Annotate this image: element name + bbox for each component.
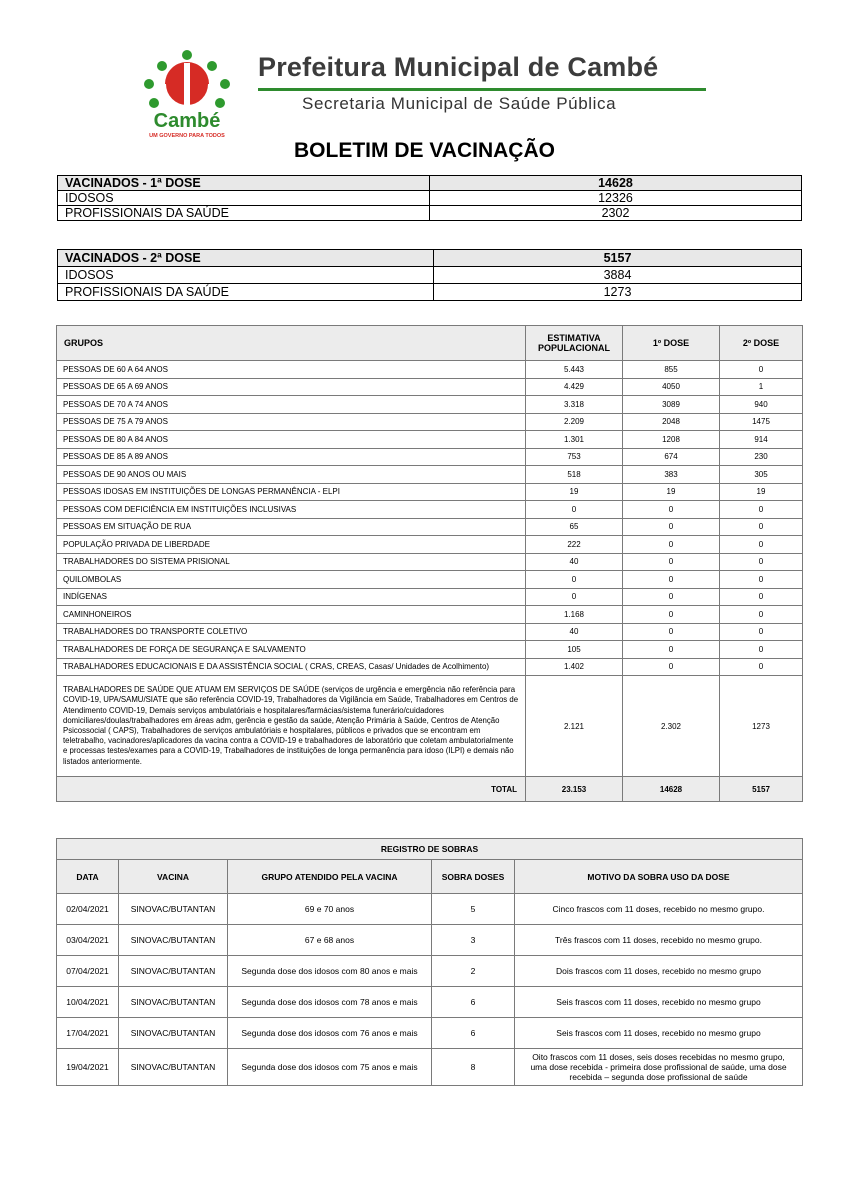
sobra-doses: 6 [432, 1018, 515, 1049]
sobra-vaccine: SINOVAC/BUTANTAN [119, 894, 228, 925]
table-row [57, 501, 803, 519]
sobra-doses: 2 [432, 956, 515, 987]
group-dose1: 0 [623, 658, 720, 676]
group-dose2: 1475 [720, 413, 803, 431]
group-estimate: 1.168 [526, 606, 623, 624]
table-row [57, 378, 803, 396]
group-dose2: 19 [720, 483, 803, 501]
group-dose1: 0 [623, 623, 720, 641]
sobra-group: 67 e 68 anos [228, 925, 432, 956]
group-name: POPULAÇÃO PRIVADA DE LIBERDADE [57, 536, 526, 554]
group-estimate: 0 [526, 571, 623, 589]
summary-row [58, 284, 802, 301]
group-dose2: 940 [720, 396, 803, 414]
table-row [57, 431, 803, 449]
group-dose1: 0 [623, 641, 720, 659]
group-estimate: 40 [526, 623, 623, 641]
sobra-date: 02/04/2021 [57, 894, 119, 925]
group-name: PESSOAS DE 80 A 84 ANOS [57, 431, 526, 449]
col-header-dose1: 1º DOSE [623, 326, 720, 361]
group-dose2: 0 [720, 501, 803, 519]
group-name: INDÍGENAS [57, 588, 526, 606]
summary-first-dose-table [57, 175, 802, 221]
cambe-logo-icon [140, 48, 235, 140]
group-dose2: 914 [720, 431, 803, 449]
table-row [57, 571, 803, 589]
col-header-grupos: GRUPOS [57, 326, 526, 361]
group-estimate: 753 [526, 448, 623, 466]
summary-row [58, 267, 802, 284]
group-estimate: 105 [526, 641, 623, 659]
logo-text: Cambé [153, 110, 221, 132]
group-dose2: 0 [720, 518, 803, 536]
sobras-header-row [57, 860, 803, 894]
summary-row [58, 176, 802, 191]
group-estimate: 5.443 [526, 361, 623, 379]
summary-row [58, 206, 802, 221]
group-name: TRABALHADORES DE SAÚDE QUE ATUAM EM SERVIÇOS DE SAÚDE (serviços de urgência e emergência não referência para COVID-19, UPA/SAMU/SIATE que são referência COVID-19, Trabalhadores da Vigilância em Saúde, Trabalhadores em Centros de Atendimento COVID-19, Demais serviços ambulatóriais e hospitalares/farmácias/sistema funerário/cuidadores domiciliares/doulas/trabalhadores em áreas adm, gerência e gestão da saúde, Atenção Primária à Saúde, Centros de Atenção Psicossocial ( CAPS), Trabalhadores de serviços ambulatóriais e hospitalares, públicos e privados que se encontram em teletrabalho, vacinadores/aplicadores da vacina contra a COVID-19 e trabalhadores de laboratório que coletam ambulatorialmente e processas testes/exames para a COVID-19, Trabalhadores de instituições de longa permanência para idoso (ILPI) e demais não listados anteriormente. [57, 676, 526, 777]
table-row [57, 1018, 803, 1049]
group-name: CAMINHONEIROS [57, 606, 526, 624]
groups-table [56, 325, 803, 802]
group-dose2: 0 [720, 361, 803, 379]
table-row [57, 518, 803, 536]
group-estimate: 1.402 [526, 658, 623, 676]
table-row [57, 987, 803, 1018]
group-dose2: 0 [720, 658, 803, 676]
group-dose1: 1208 [623, 431, 720, 449]
group-estimate: 0 [526, 588, 623, 606]
table-row [57, 588, 803, 606]
col-header-data: DATA [57, 860, 119, 894]
summary-label: IDOSOS [58, 191, 430, 206]
col-header-sobra: SOBRA DOSES [432, 860, 515, 894]
total-dose2: 5157 [720, 777, 803, 802]
col-header-estimativa-line2: POPULACIONAL [538, 343, 610, 353]
groups-body [57, 361, 803, 802]
doc-title: BOLETIM DE VACINAÇÃO [294, 139, 555, 162]
group-dose1: 0 [623, 553, 720, 571]
table-row [57, 536, 803, 554]
total-dose1: 14628 [623, 777, 720, 802]
group-dose2: 1273 [720, 676, 803, 777]
group-dose1: 19 [623, 483, 720, 501]
summary-row [58, 191, 802, 206]
total-estimate: 23.153 [526, 777, 623, 802]
sobras-caption-row [57, 839, 803, 860]
group-name: TRABALHADORES DO SISTEMA PRISIONAL [57, 553, 526, 571]
table-row [57, 361, 803, 379]
summary-label: PROFISSIONAIS DA SAÚDE [58, 206, 430, 221]
group-dose1: 0 [623, 588, 720, 606]
summary-label: PROFISSIONAIS DA SAÚDE [58, 284, 434, 301]
group-dose1: 0 [623, 518, 720, 536]
group-dose1: 855 [623, 361, 720, 379]
group-dose1: 674 [623, 448, 720, 466]
group-name: TRABALHADORES DE FORÇA DE SEGURANÇA E SALVAMENTO [57, 641, 526, 659]
group-estimate: 2.121 [526, 676, 623, 777]
col-header-dose2: 2º DOSE [720, 326, 803, 361]
table-row [57, 676, 803, 777]
group-estimate: 19 [526, 483, 623, 501]
group-name: TRABALHADORES EDUCACIONAIS E DA ASSISTÊNCIA SOCIAL ( CRAS, CREAS, Casas/ Unidades de Acolhimento) [57, 658, 526, 676]
group-name: PESSOAS DE 70 A 74 ANOS [57, 396, 526, 414]
group-estimate: 518 [526, 466, 623, 484]
col-header-grupo: GRUPO ATENDIDO PELA VACINA [228, 860, 432, 894]
summary-value: 14628 [430, 176, 802, 191]
group-dose2: 0 [720, 623, 803, 641]
group-name: PESSOAS DE 65 A 69 ANOS [57, 378, 526, 396]
table-row [57, 956, 803, 987]
sobra-date: 03/04/2021 [57, 925, 119, 956]
col-header-estimativa [526, 326, 623, 361]
group-name: QUILOMBOLAS [57, 571, 526, 589]
sobra-date: 10/04/2021 [57, 987, 119, 1018]
sobra-doses: 6 [432, 987, 515, 1018]
group-estimate: 2.209 [526, 413, 623, 431]
summary-row [58, 250, 802, 267]
summary-value: 12326 [430, 191, 802, 206]
table-row [57, 448, 803, 466]
group-dose1: 3089 [623, 396, 720, 414]
group-dose1: 2.302 [623, 676, 720, 777]
sobra-reason: Três frascos com 11 doses, recebido no mesmo grupo. [515, 925, 803, 956]
table-row [57, 894, 803, 925]
group-name: TRABALHADORES DO TRANSPORTE COLETIVO [57, 623, 526, 641]
summary-value: 2302 [430, 206, 802, 221]
sobra-reason: Dois frascos com 11 doses, recebido no mesmo grupo [515, 956, 803, 987]
table-row [57, 606, 803, 624]
summary-label: IDOSOS [58, 267, 434, 284]
table-row [57, 658, 803, 676]
group-dose2: 305 [720, 466, 803, 484]
summary-label: VACINADOS - 1ª DOSE [58, 176, 430, 191]
group-name: PESSOAS DE 85 A 89 ANOS [57, 448, 526, 466]
group-estimate: 65 [526, 518, 623, 536]
summary-label: VACINADOS - 2ª DOSE [58, 250, 434, 267]
total-row [57, 777, 803, 802]
sobras-body [57, 894, 803, 1086]
group-dose2: 0 [720, 641, 803, 659]
group-name: PESSOAS DE 60 A 64 ANOS [57, 361, 526, 379]
groups-header-row [57, 326, 803, 361]
table-row [57, 466, 803, 484]
col-header-motivo: MOTIVO DA SOBRA USO DA DOSE [515, 860, 803, 894]
group-dose1: 383 [623, 466, 720, 484]
group-dose1: 0 [623, 501, 720, 519]
summary-value: 3884 [434, 267, 802, 284]
group-estimate: 4.429 [526, 378, 623, 396]
group-dose2: 0 [720, 553, 803, 571]
table-row [57, 483, 803, 501]
group-estimate: 222 [526, 536, 623, 554]
table-row [57, 396, 803, 414]
sobras-table [56, 838, 803, 1086]
table-row [57, 623, 803, 641]
sobra-reason: Seis frascos com 11 doses, recebido no mesmo grupo [515, 987, 803, 1018]
group-dose2: 0 [720, 536, 803, 554]
cambe-logo [140, 48, 235, 140]
group-dose1: 4050 [623, 378, 720, 396]
group-estimate: 3.318 [526, 396, 623, 414]
sobra-vaccine: SINOVAC/BUTANTAN [119, 1018, 228, 1049]
group-dose1: 2048 [623, 413, 720, 431]
org-title: Prefeitura Municipal de Cambé [258, 52, 659, 82]
sobra-reason: Oito frascos com 11 doses, seis doses recebidas no mesmo grupo, uma dose recebida - primeira dose profissional de saúde, uma dose recebida – segunda dose profissional de saúde [515, 1049, 803, 1086]
sobra-group: Segunda dose dos idosos com 78 anos e mais [228, 987, 432, 1018]
col-header-estimativa-line1: ESTIMATIVA [547, 333, 601, 343]
summary-second-dose-table [57, 249, 802, 301]
sobra-date: 07/04/2021 [57, 956, 119, 987]
summary-value: 1273 [434, 284, 802, 301]
sobra-group: Segunda dose dos idosos com 76 anos e mais [228, 1018, 432, 1049]
group-name: PESSOAS COM DEFICIÊNCIA EM INSTITUIÇÕES INCLUSIVAS [57, 501, 526, 519]
sobra-doses: 3 [432, 925, 515, 956]
sobra-group: 69 e 70 anos [228, 894, 432, 925]
group-name: PESSOAS DE 90 ANOS OU MAIS [57, 466, 526, 484]
total-label: TOTAL [57, 777, 526, 802]
group-name: PESSOAS EM SITUAÇÃO DE RUA [57, 518, 526, 536]
sobra-vaccine: SINOVAC/BUTANTAN [119, 925, 228, 956]
logo-tagline: UM GOVERNO PARA TODOS [149, 133, 225, 139]
table-row [57, 641, 803, 659]
table-row [57, 553, 803, 571]
group-dose2: 1 [720, 378, 803, 396]
group-estimate: 1.301 [526, 431, 623, 449]
group-estimate: 0 [526, 501, 623, 519]
group-dose2: 0 [720, 571, 803, 589]
sobra-group: Segunda dose dos idosos com 80 anos e mais [228, 956, 432, 987]
group-dose1: 0 [623, 606, 720, 624]
group-dose1: 0 [623, 571, 720, 589]
col-header-vacina: VACINA [119, 860, 228, 894]
group-dose2: 230 [720, 448, 803, 466]
table-row [57, 413, 803, 431]
sobra-doses: 5 [432, 894, 515, 925]
table-row [57, 925, 803, 956]
group-dose2: 0 [720, 606, 803, 624]
sobra-date: 19/04/2021 [57, 1049, 119, 1086]
sobra-doses: 8 [432, 1049, 515, 1086]
title-rule [258, 88, 706, 91]
group-dose1: 0 [623, 536, 720, 554]
sobras-caption: REGISTRO DE SOBRAS [57, 839, 803, 860]
sobra-group: Segunda dose dos idosos com 75 anos e mais [228, 1049, 432, 1086]
sobra-reason: Seis frascos com 11 doses, recebido no mesmo grupo [515, 1018, 803, 1049]
sobra-vaccine: SINOVAC/BUTANTAN [119, 987, 228, 1018]
sobra-date: 17/04/2021 [57, 1018, 119, 1049]
group-dose2: 0 [720, 588, 803, 606]
org-subtitle: Secretaria Municipal de Saúde Pública [302, 94, 617, 113]
sobra-vaccine: SINOVAC/BUTANTAN [119, 1049, 228, 1086]
sobra-vaccine: SINOVAC/BUTANTAN [119, 956, 228, 987]
table-row [57, 1049, 803, 1086]
group-estimate: 40 [526, 553, 623, 571]
summary-value: 5157 [434, 250, 802, 267]
group-name: PESSOAS IDOSAS EM INSTITUIÇÕES DE LONGAS PERMANÊNCIA - ELPI [57, 483, 526, 501]
group-name: PESSOAS DE 75 A 79 ANOS [57, 413, 526, 431]
sobra-reason: Cinco frascos com 11 doses, recebido no mesmo grupo. [515, 894, 803, 925]
